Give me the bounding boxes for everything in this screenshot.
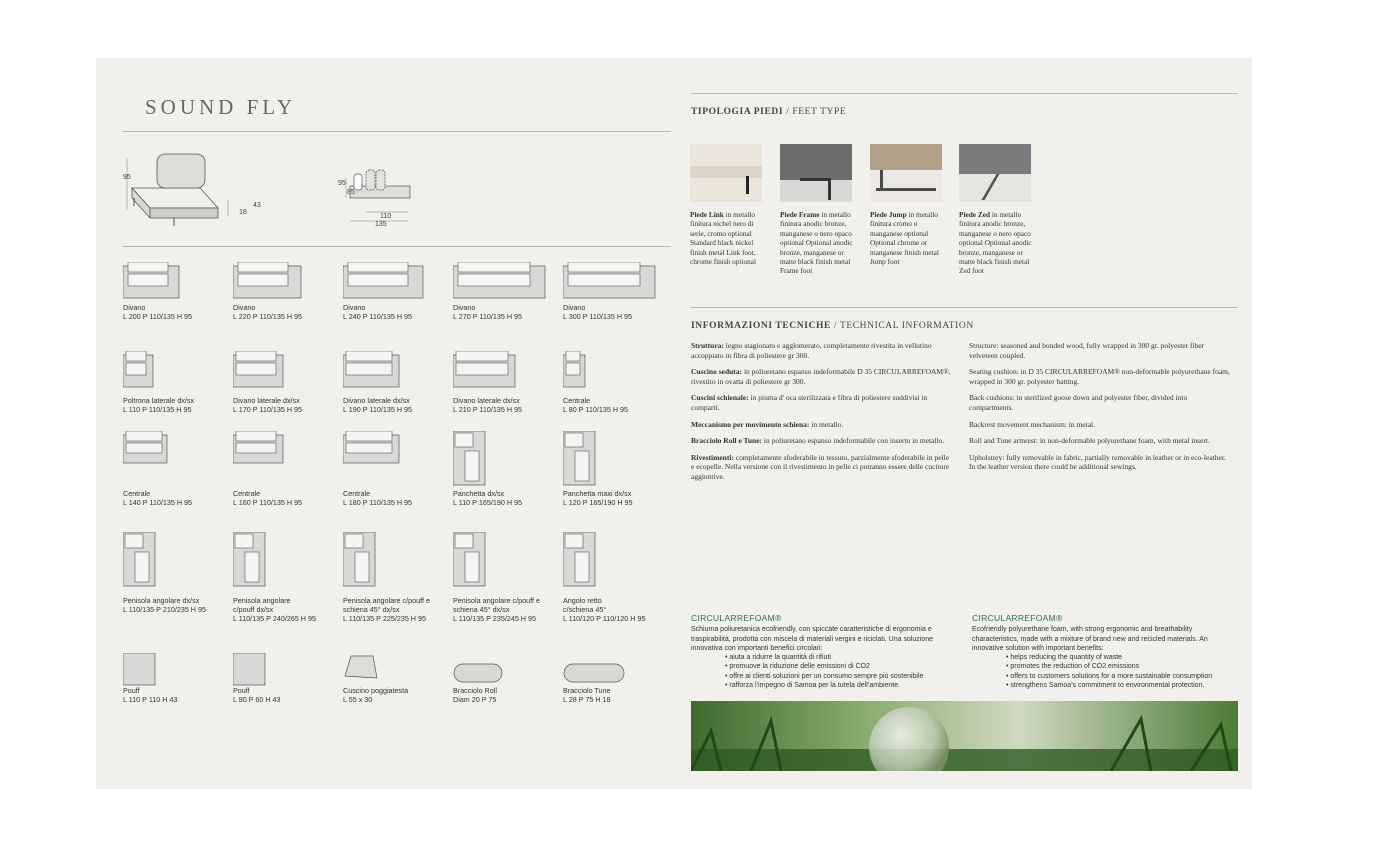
foot-zed: Piede Zed in metallo finitura anodic bronze, manganese o nero opaco optional Optional anodic bronze, manganese or matte black finish metal Zed foot (959, 144, 1037, 276)
module-drawing (563, 262, 663, 303)
module-caption: Divano L 220 P 110/135 H 95 (233, 303, 303, 321)
tech-info-en: Structure: seasoned and bonded wood, fully wrapped in 300 gr. polyester fiber velveteen coupled. Seating cushion: in D 35 CIRCULARREFOAM® non-deformable polyurethane foam, wrapped in 300 gr. polyester batting. Back cushions: in sterilized goose down and polyester fiber, divided into compartments. Backrest movement mechanism: in metal. Roll and Tune armrest: in non-deformable polyurethane foam, with metal insert. Upholstery: fully removable in fabric, partially removable in leather or in eco-leather. In the leather version there could be additional sewings. (969, 341, 1230, 472)
module-item (343, 532, 448, 623)
module-caption: Panchetta maxi dx/sx L 120 P 165/190 H 95 (563, 489, 633, 507)
foot-link-photo (690, 144, 762, 202)
module-drawing (343, 653, 413, 686)
module-drawing (563, 653, 633, 686)
module-caption: Divano laterale dx/sx L 210 P 110/135 H 95 (453, 396, 523, 414)
module-caption: Centrale L 140 P 110/135 H 95 (123, 489, 193, 507)
module-drawing (343, 262, 443, 303)
module-item (563, 653, 668, 704)
dim-profile-depth: 110 (380, 213, 392, 220)
tech-info-it: Struttura: legno stagionato e agglomerato, completamente rivestita in vellutino accoppiato in fibra di poliestere gr 300. Cuscino seduta: in poliuretano espanso indeformabile D 35 CIRCULARREFOAM®, rivestito in ovatta di poliestere gr 300. Cuscini schienale: in piuma d' oca sterilizzata e fibra di poliestere suddivisi in comparti. Meccanismo per movimento schiena: in metallo. Bracciolo Roll e Tune: in poliuretano espanso indeformabile con inserto in metallo. Rivestimenti: completamente sfoderabile in tessuto, parzialmente sfoderabile in pelle e ecopelle. Nella versione con il rivestimento in pelle ci potranno essere delle cuciture aggiuntive. (691, 341, 951, 481)
divider (123, 246, 671, 247)
module-drawing (233, 351, 333, 396)
module-drawing (343, 351, 443, 396)
foot-frame-photo (780, 144, 852, 202)
module-drawing (123, 653, 223, 686)
module-caption: Centrale L 180 P 110/135 H 95 (343, 489, 413, 507)
dim-profile-seat: 85 (347, 189, 355, 196)
module-caption: Poltrona laterale dx/sx L 110 P 110/135 H 95 (123, 396, 195, 414)
module-drawing (233, 532, 333, 596)
module-caption: Centrale L 160 P 110/135 H 95 (233, 489, 303, 507)
module-caption: Divano L 240 P 110/135 H 95 (343, 303, 413, 321)
module-item (453, 532, 558, 623)
side-view-drawing (118, 150, 268, 230)
module-drawing (453, 653, 523, 686)
module-caption: Angolo retto c/schiena 45° L 110/120 P 110/120 H 95 (563, 596, 646, 623)
module-caption: Divano L 270 P 110/135 H 95 (453, 303, 523, 321)
module-caption: Bracciolo Tune L 28 P 75 H 18 (563, 686, 611, 704)
module-drawing (233, 262, 333, 303)
circularrefoam-it: CIRCULARREFOAM® Schiuma poliuretanica ecofriendly, con spiccate caratteristiche di ergonomia e traspirabilità, prodotta con miscela di materiali vergini e riciclati. Una soluzione innovativa con importanti benefici circolari: • aiuta a ridurre la quantità di rifiuti • promuove la riduzione delle emissioni di CO2 • offre ai clienti soluzioni per un consumo sempre più sostenibile • rafforza l’impegno di Samoa per la tutela dell’ambiente. (691, 614, 953, 690)
module-caption: Penisola angolare c/pouff dx/sx L 110/135 P 240/265 H 95 (233, 596, 316, 623)
module-item (453, 653, 558, 704)
foot-zed-photo (959, 144, 1031, 202)
module-item (233, 532, 338, 623)
module-drawing (123, 431, 223, 489)
module-drawing (563, 431, 663, 489)
module-item (563, 262, 668, 321)
module-drawing (453, 532, 553, 596)
dim-foot: 18 (239, 209, 247, 216)
module-caption: Penisola angolare c/pouff e schiena 45° dx/sx L 110/135 P 235/245 H 95 (453, 596, 540, 623)
foot-frame: Piede Frame in metallo finitura anodic bronze, manganese o nero opaco optional Optional anodic bronze, manganese or matte black finish metal Frame foot (780, 144, 858, 276)
module-drawing (343, 431, 443, 489)
dim-profile-height: 95 (338, 180, 346, 187)
module-item (343, 653, 448, 704)
module-item (453, 351, 558, 414)
divider (123, 131, 671, 132)
module-drawing (233, 653, 333, 686)
module-drawing (563, 532, 663, 596)
module-item (343, 351, 448, 414)
dim-height: 95 (123, 174, 131, 181)
module-drawing (343, 532, 443, 596)
module-drawing (233, 431, 333, 489)
module-caption: Divano L 300 P 110/135 H 95 (563, 303, 633, 321)
module-drawing (123, 351, 223, 396)
module-item (233, 653, 338, 704)
module-caption: Cuscino poggiatesta L 55 x 30 (343, 686, 409, 704)
feet-heading: TIPOLOGIA PIEDI / FEET TYPE (691, 107, 847, 117)
page-title: SOUND FLY (145, 95, 297, 119)
circularrefoam-en: CIRCULARREFOAM® Ecofriendly polyurethane foam, with strong ergonomic and breathability characteristics, made with a mixture of brand new and recicled materials. An innovative solution with important benefits: • helps reducing the quantity of waste • promotes the reduction of CO2 emissions • offers to customers solutions for a more sustainable consumption • strengthens Samoa’s commitment to environmental protection. (972, 614, 1240, 690)
module-drawing (123, 532, 223, 596)
module-item (233, 431, 338, 507)
module-caption: Divano laterale dx/sx L 170 P 110/135 H 95 (233, 396, 303, 414)
module-item (563, 431, 668, 507)
module-drawing (453, 351, 553, 396)
module-item (453, 262, 558, 321)
circularrefoam-logo: CIRCULARREFOAM® (972, 613, 1063, 623)
divider (691, 93, 1238, 94)
module-item (233, 262, 338, 321)
circularrefoam-logo: CIRCULARREFOAM® (691, 613, 782, 623)
module-caption: Penisola angolare dx/sx L 110/135 P 210/235 H 95 (123, 596, 206, 614)
module-item (123, 653, 228, 704)
module-caption: Penisola angolare c/pouff e schiena 45° dx/sx L 110/135 P 225/235 H 95 (343, 596, 430, 623)
module-caption: Pouff L 80 P 60 H 43 (233, 686, 281, 704)
module-drawing (453, 262, 553, 303)
nature-photo (691, 701, 1238, 771)
module-drawing (453, 431, 553, 489)
foot-jump-photo (870, 144, 942, 202)
module-caption: Divano L 200 P 110/135 H 95 (123, 303, 193, 321)
module-drawing (563, 351, 663, 396)
module-drawing (123, 262, 223, 303)
module-item (343, 431, 448, 507)
module-caption: Bracciolo Roll Diam 20 P 75 (453, 686, 497, 704)
module-item (123, 431, 228, 507)
dim-seat-height: 43 (253, 202, 261, 209)
module-item (563, 351, 668, 414)
divider (691, 307, 1238, 308)
module-caption: Panchetta dx/sx L 110 P 165/190 H 95 (453, 489, 523, 507)
module-caption: Pouff L 110 P 110 H 43 (123, 686, 178, 704)
module-item (123, 532, 228, 614)
module-item (123, 262, 228, 321)
module-caption: Divano laterale dx/sx L 190 P 110/135 H 95 (343, 396, 413, 414)
module-caption: Centrale L 80 P 110/135 H 95 (563, 396, 629, 414)
foot-link: Piede Link in metallo finitura nichel nero di serie, cromo optional Standard black nickel finish metal Link foot, chrome finish optional (690, 144, 768, 266)
module-item (123, 351, 228, 414)
tech-heading: INFORMAZIONI TECNICHE / TECHNICAL INFORMATION (691, 321, 974, 331)
module-item (343, 262, 448, 321)
module-item (453, 431, 558, 507)
dim-profile-depth-max: 135 (375, 221, 387, 228)
module-item (563, 532, 668, 623)
module-item (233, 351, 338, 414)
profile-drawing (340, 162, 418, 230)
foot-jump: Piede Jump in metallo finitura cromo o manganese optional Optional chrome or manganese finish metal Jump foot (870, 144, 948, 266)
